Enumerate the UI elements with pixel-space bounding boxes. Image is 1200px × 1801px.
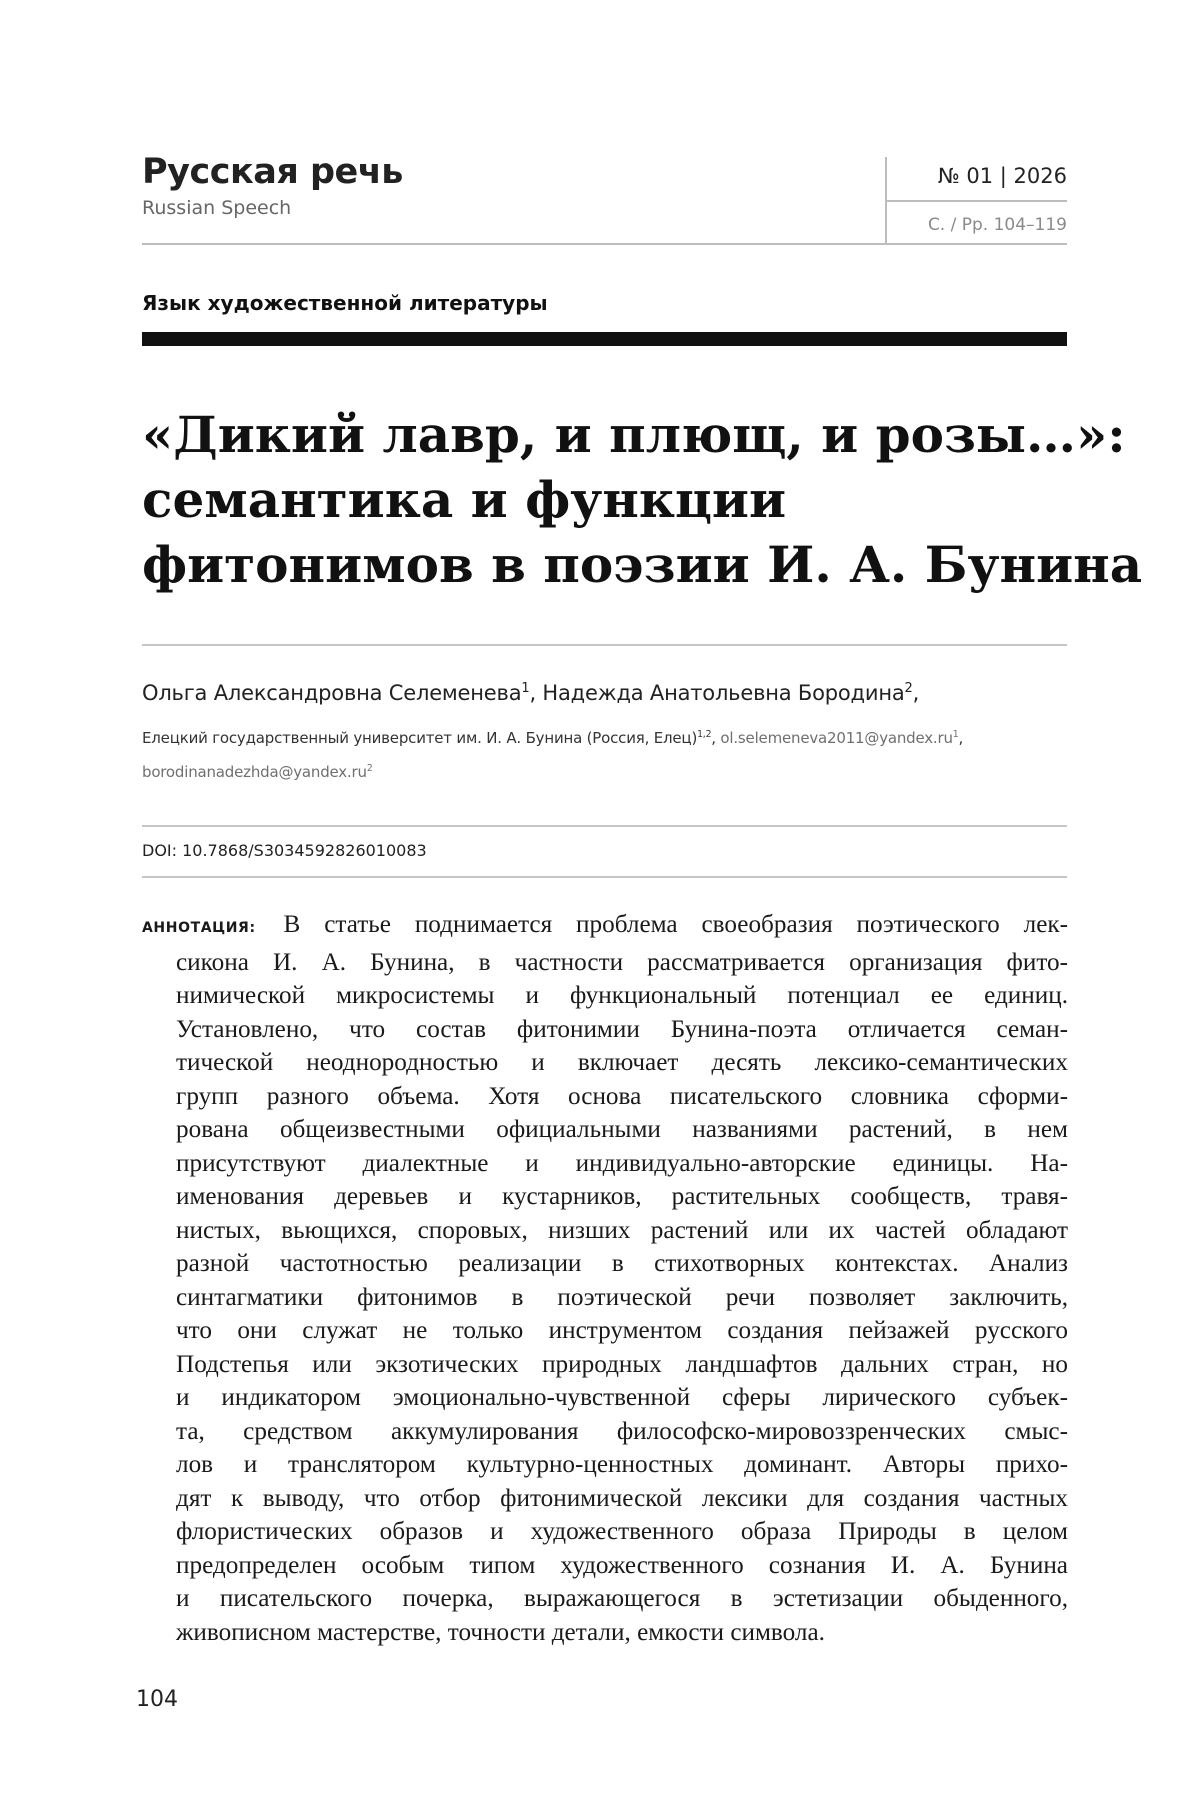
abstract-text: В статье поднимается проблема своеобразия поэтического лек- bbox=[283, 911, 1069, 938]
abstract-line: разной частотностью реализации в стихотворных контекстах. Анализ bbox=[176, 1250, 1068, 1277]
abstract-line: сикона И. А. Бунина, в частности рассматривается организация фито- bbox=[176, 948, 1068, 976]
article-title bbox=[142, 402, 1143, 597]
page-range: С. / Pp. 104–119 bbox=[927, 215, 1067, 235]
title-line: «Дикий лавр, и плющ, и розы…»: bbox=[142, 405, 1126, 464]
journal-title: Русская речь bbox=[142, 152, 403, 192]
abstract bbox=[142, 908, 1068, 1649]
title-line: фитонимов в поэзии И. А. Бунина bbox=[142, 535, 1143, 594]
abstract-label: АННОТАЦИЯ: bbox=[142, 920, 256, 936]
abstract-line: дят к выводу, что отбор фитонимической лексики для создания частных bbox=[176, 1484, 1068, 1512]
author-name: Ольга Александровна Селеменева bbox=[142, 681, 522, 705]
journal-masthead bbox=[142, 150, 403, 222]
abstract-line: присутствуют диалектные и индивидуально-авторские единицы. На- bbox=[176, 1149, 1068, 1177]
abstract-line: синтагматики фитонимов в поэтической речи позволяет заключить, bbox=[176, 1283, 1068, 1311]
abstract-line: тической неоднородностью и включает десять лексико-семантических bbox=[176, 1049, 1068, 1076]
section-heading: Язык художественной литературы bbox=[142, 291, 548, 315]
abstract-line: и индикатором эмоционально-чувственной сферы лирического субъек- bbox=[176, 1384, 1068, 1411]
email-superscript: 2 bbox=[366, 763, 373, 774]
title-divider bbox=[142, 644, 1067, 646]
abstract-line: лов и транслятором культурно-ценностных доминант. Авторы прихо- bbox=[176, 1451, 1068, 1478]
page-number: 104 bbox=[136, 1687, 178, 1712]
abstract-line: живописном мастерстве, точности детали, емкости символа. bbox=[176, 1618, 825, 1646]
abstract-line: нимической микросистемы и функциональный потенциал ее единиц. bbox=[176, 982, 1068, 1009]
abstract-line: групп разного объема. Хотя основа писательского словника сформи- bbox=[176, 1082, 1068, 1110]
doi[interactable]: DOI: 10.7868/S3034592826010083 bbox=[142, 841, 427, 860]
email-link[interactable]: ol.selemeneva2011@yandex.ru bbox=[720, 729, 953, 747]
author-superscript: 2 bbox=[904, 681, 913, 696]
abstract-line: рована общеизвестными официальными названиями растений, в нем bbox=[176, 1116, 1068, 1143]
author-list bbox=[142, 681, 919, 705]
abstract-line: предопределен особым типом художественного сознания И. А. Бунина bbox=[176, 1551, 1068, 1579]
abstract-line: именования деревьев и кустарников, растительных сообществ, травя- bbox=[176, 1183, 1068, 1210]
section-rule bbox=[142, 332, 1067, 346]
header-divider bbox=[142, 243, 1067, 245]
issue-divider bbox=[885, 200, 1067, 202]
email-link[interactable]: borodinanadezhda@yandex.ru bbox=[142, 763, 367, 781]
journal-subtitle: Russian Speech bbox=[142, 197, 292, 219]
author-name: Надежда Анатольевна Бородина bbox=[542, 681, 905, 705]
abstract-line bbox=[142, 908, 1068, 946]
abstract-line: та, средством аккумулирования философско-мировоззренческих смыс- bbox=[176, 1417, 1068, 1445]
author-divider bbox=[142, 825, 1067, 827]
abstract-line: Установлено, что состав фитонимии Бунина-поэта отличается семан- bbox=[176, 1015, 1068, 1043]
abstract-line: и писательского почерка, выражающегося в эстетизации обыденного, bbox=[176, 1585, 1068, 1612]
doi-divider bbox=[142, 876, 1067, 878]
abstract-line: что они служат не только инструментом создания пейзажей русского bbox=[176, 1317, 1068, 1344]
abstract-line: нистых, вьющихся, споровых, низших растений или их частей обладают bbox=[176, 1216, 1068, 1244]
abstract-line: флористических образов и художественного образа Природы в целом bbox=[176, 1518, 1068, 1545]
affiliation: Елецкий государственный университет им. И. А. Бунина (Россия, Елец) bbox=[142, 729, 698, 747]
author-separator: , bbox=[912, 681, 920, 705]
author-superscript: 1 bbox=[521, 681, 530, 696]
title-line: семантика и функции bbox=[142, 470, 787, 529]
issue-number: № 01 | 2026 bbox=[937, 164, 1067, 188]
affiliation-block: Елецкий государственный университет им. И. А. Бунина (Россия, Елец)$^{1,2}$, $ol.selemeneva2011@yandex.ru^1$, $borodinanadezhda@yandex.ru^2$ bbox=[142, 729, 964, 781]
email-superscript: 1 bbox=[952, 729, 959, 740]
author-separator: , bbox=[529, 681, 543, 705]
affiliation-superscript: 1,2 bbox=[697, 729, 712, 740]
abstract-line: Подстепья или экзотических природных ландшафтов дальних стран, но bbox=[176, 1350, 1068, 1378]
